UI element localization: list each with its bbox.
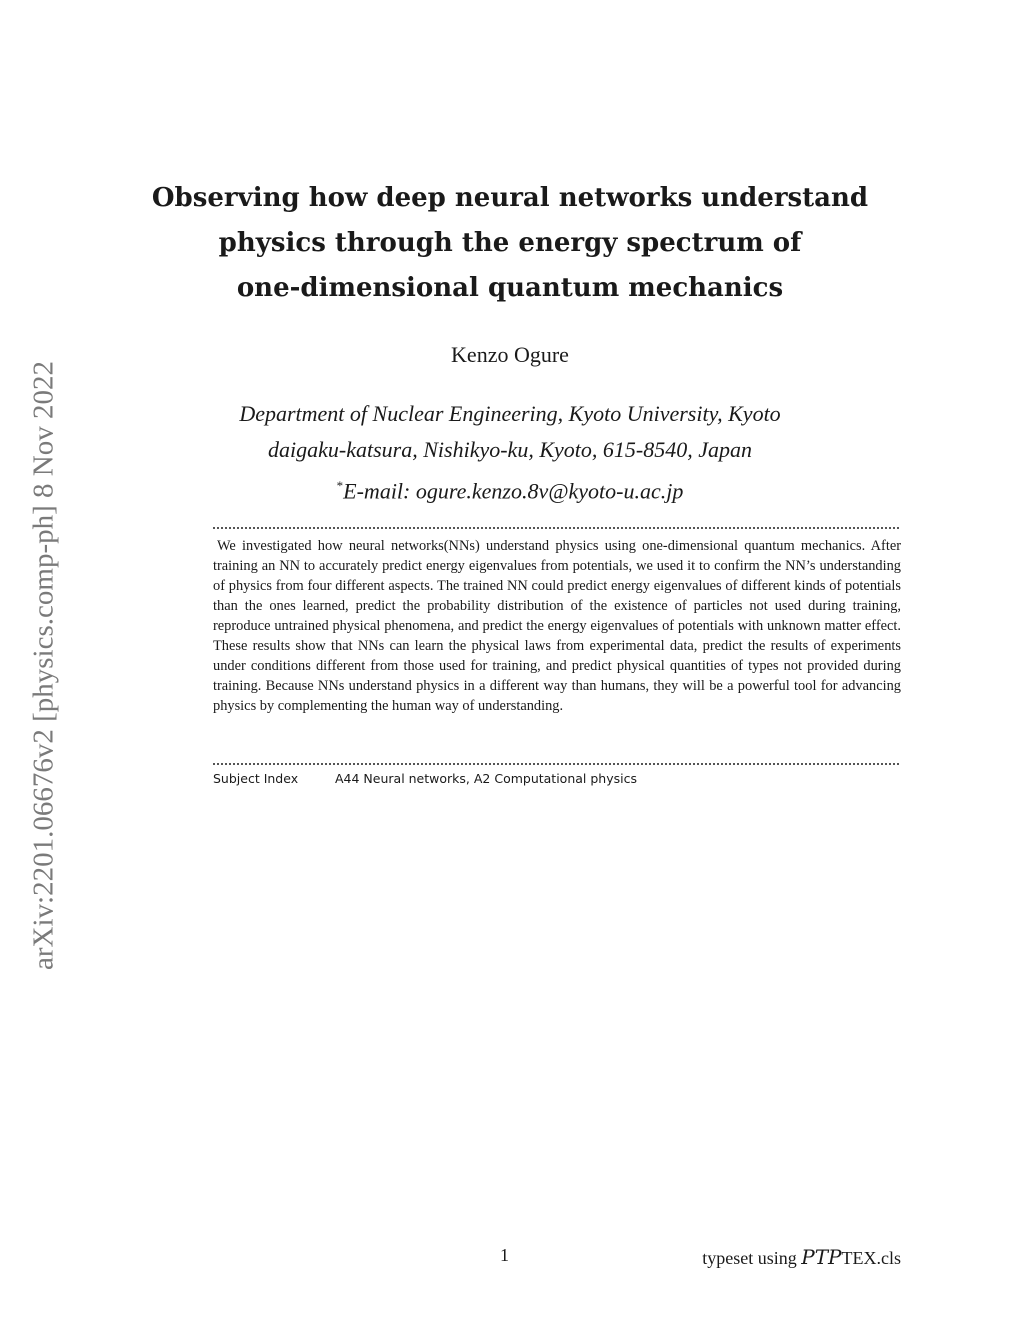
affiliation xyxy=(140,396,880,509)
page-number: 1 xyxy=(500,1245,509,1265)
email-marker: * xyxy=(336,478,344,493)
affiliation-line: daigaku-katsura, Nishikyo-ku, Kyoto, 615-8540, Japan xyxy=(268,437,752,462)
subject-index-value: A44 Neural networks, A2 Computational physics xyxy=(335,771,637,786)
abstract-bottom-rule xyxy=(213,763,899,765)
title-line: one-dimensional quantum mechanics xyxy=(236,273,784,303)
typeset-note xyxy=(702,1245,901,1269)
affiliation-line: Department of Nuclear Engineering, Kyoto University, Kyoto xyxy=(239,401,781,426)
author-name: Kenzo Ogure xyxy=(451,342,569,367)
abstract-text: We investigated how neural networks(NNs) understand physics using one-dimensional quantum mechanics. After training an NN to accurately predict energy eigenvalues from potentials, we used it to confirm the NN’s understanding of physics from four different aspects. The trained NN could predict energy eigenvalues of different kinds of potentials than the ones learned, predict the probability distribution of the existence of particles not used during training, reproduce untrained physical phenomena, and predict the energy eigenvalues of potentials with unknown matter effect. These results show that NNs can learn the physical laws from experimental data, predict the results of experiments under conditions different from those used for training, and predict physical quantities of types not provided during training. Because NNs understand physics in a different way than humans, they will be a powerful tool for advancing physics by complementing the human way of understanding. xyxy=(213,538,901,714)
arxiv-identifier: arXiv:2201.06676v2 [physics.comp-ph] 8 Nov 2022 xyxy=(27,361,60,970)
typeset-suffix: TEX.cls xyxy=(841,1248,901,1268)
typeset-prefix: typeset using xyxy=(702,1248,802,1268)
paper-title xyxy=(140,176,880,311)
abstract-top-rule xyxy=(213,527,899,529)
email-line xyxy=(140,468,880,509)
ptp-logo: PTP xyxy=(801,1245,842,1269)
subject-index xyxy=(213,771,637,786)
author-email[interactable]: E-mail: ogure.kenzo.8v@kyoto-u.ac.jp xyxy=(343,478,684,504)
title-line: physics through the energy spectrum of xyxy=(218,228,802,258)
subject-index-label: Subject Index xyxy=(213,771,299,786)
title-line: Observing how deep neural networks understand xyxy=(151,183,869,213)
